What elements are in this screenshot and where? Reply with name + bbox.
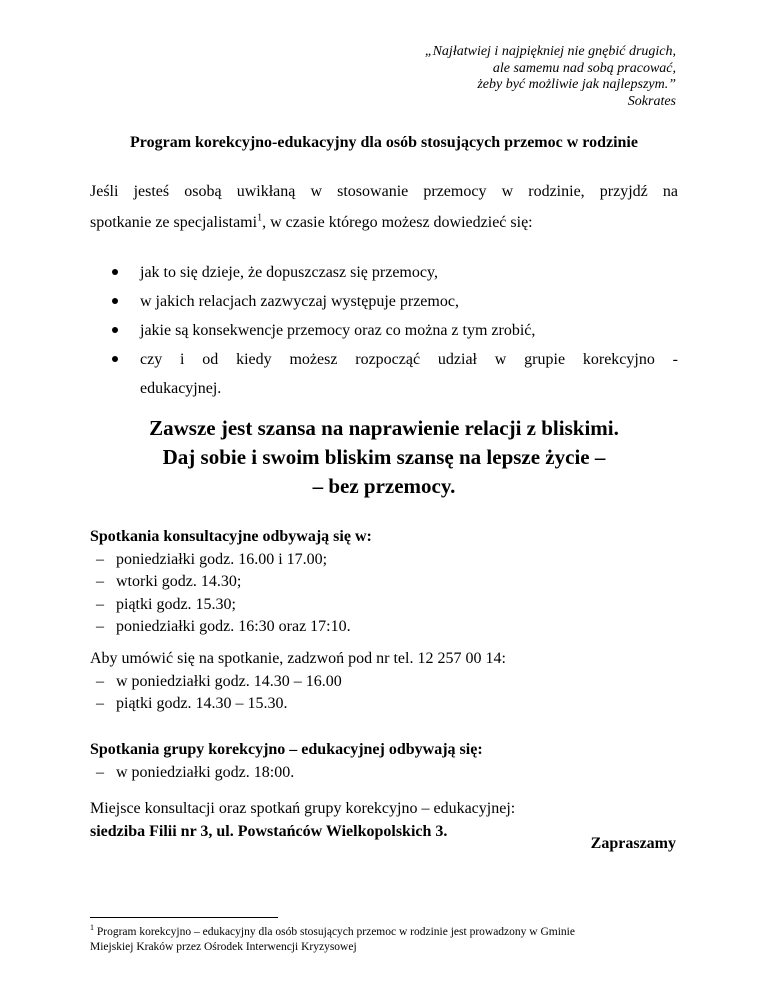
list-item	[112, 345, 678, 403]
quote-author: Sokrates	[627, 93, 676, 109]
consultations-section	[90, 526, 372, 639]
invitation-text: Zapraszamy	[590, 835, 676, 852]
schedule-item: – w poniedziałki godz. 14.30 – 16.00	[90, 671, 506, 694]
location-label: Miejsce konsultacji oraz spotkań grupy korekcyjno – edukacyjnej:	[90, 800, 516, 817]
schedule-item: – piątki godz. 15.30;	[90, 594, 372, 617]
bullet-icon	[112, 327, 118, 333]
list-item	[112, 316, 678, 345]
list-item-text: jakie są konsekwencje przemocy oraz co można z tym zrobić,	[140, 322, 536, 339]
footnote-mark: 1	[90, 923, 94, 933]
footnote-line-1	[90, 925, 690, 940]
epigraph-quote	[425, 44, 676, 110]
group-heading: Spotkania grupy korekcyjno – edukacyjnej odbywają się:	[90, 741, 483, 758]
footnote-separator	[90, 917, 278, 918]
topics-list	[112, 258, 678, 403]
schedule-item: – poniedziałki godz. 16:30 oraz 17:10.	[90, 616, 372, 639]
appointment-section	[90, 648, 506, 716]
location-address: siedziba Filii nr 3, ul. Powstańców Wielkopolskich 3.	[90, 822, 448, 840]
bullet-icon	[112, 298, 118, 304]
quote-line: ale samemu nad sobą pracować,	[492, 60, 676, 76]
location-section	[90, 798, 515, 843]
footnote	[90, 925, 690, 955]
consultations-heading: Spotkania konsultacyjne odbywają się w:	[90, 528, 372, 545]
appointment-heading: Aby umówić się na spotkanie, zadzwoń pod nr tel. 12 257 00 14:	[90, 650, 506, 667]
consultations-schedule	[90, 549, 372, 639]
intro-line-1: Jeśli jesteś osobą uwikłaną w stosowanie przemocy w rodzinie, przyjdź na	[90, 183, 678, 200]
footnote-line-2: Miejskiej Kraków przez Ośrodek Interwencji Kryzysowej	[90, 941, 357, 953]
quote-line: „Najłatwiej i najpiękniej nie gnębić drugich,	[424, 44, 676, 59]
slogan-line: – bez przemocy.	[312, 474, 456, 498]
list-item-text-line-1: czy i od kiedy możesz rozpocząć udział w grupie korekcyjno -	[140, 351, 678, 368]
bullet-icon	[112, 269, 118, 275]
slogan-line: Zawsze jest szansa na naprawienie relacji z bliskimi.	[149, 416, 619, 440]
intro-paragraph	[90, 176, 678, 238]
group-schedule	[90, 762, 483, 785]
appointment-hours	[90, 671, 506, 716]
list-item	[112, 258, 678, 287]
list-item	[112, 287, 678, 316]
schedule-item: – w poniedziałki godz. 18:00.	[90, 762, 483, 785]
intro-line-2	[90, 207, 678, 238]
footnote-reference[interactable]: 1	[257, 212, 263, 224]
document-title: Program korekcyjno-edukacyjny dla osób stosujących przemoc w rodzinie	[130, 134, 638, 151]
intro-line-2-start: spotkanie ze specjalistami	[90, 214, 258, 231]
footnote-text: Program korekcyjno – edukacyjny dla osób stosujących przemoc w rodzinie jest prowadzony w Gminie	[94, 926, 575, 938]
schedule-item: – wtorki godz. 14.30;	[90, 571, 372, 594]
bullet-icon	[112, 356, 118, 362]
schedule-item: – piątki godz. 14.30 – 15.30.	[90, 693, 506, 716]
group-section	[90, 739, 483, 784]
intro-line-2-end: , w czasie którego możesz dowiedzieć się:	[262, 214, 533, 231]
slogan	[0, 414, 768, 501]
list-item-text: jak to się dzieje, że dopuszczasz się przemocy,	[140, 264, 438, 281]
slogan-line: Daj sobie i swoim bliskim szansę na lepsze życie –	[162, 445, 606, 469]
schedule-item: – poniedziałki godz. 16.00 i 17.00;	[90, 549, 372, 572]
quote-line: żeby być możliwie jak najlepszym.”	[477, 77, 676, 92]
list-item-text: w jakich relacjach zazwyczaj występuje przemoc,	[140, 293, 459, 310]
list-item-text-line-2: edukacyjnej.	[140, 380, 222, 397]
